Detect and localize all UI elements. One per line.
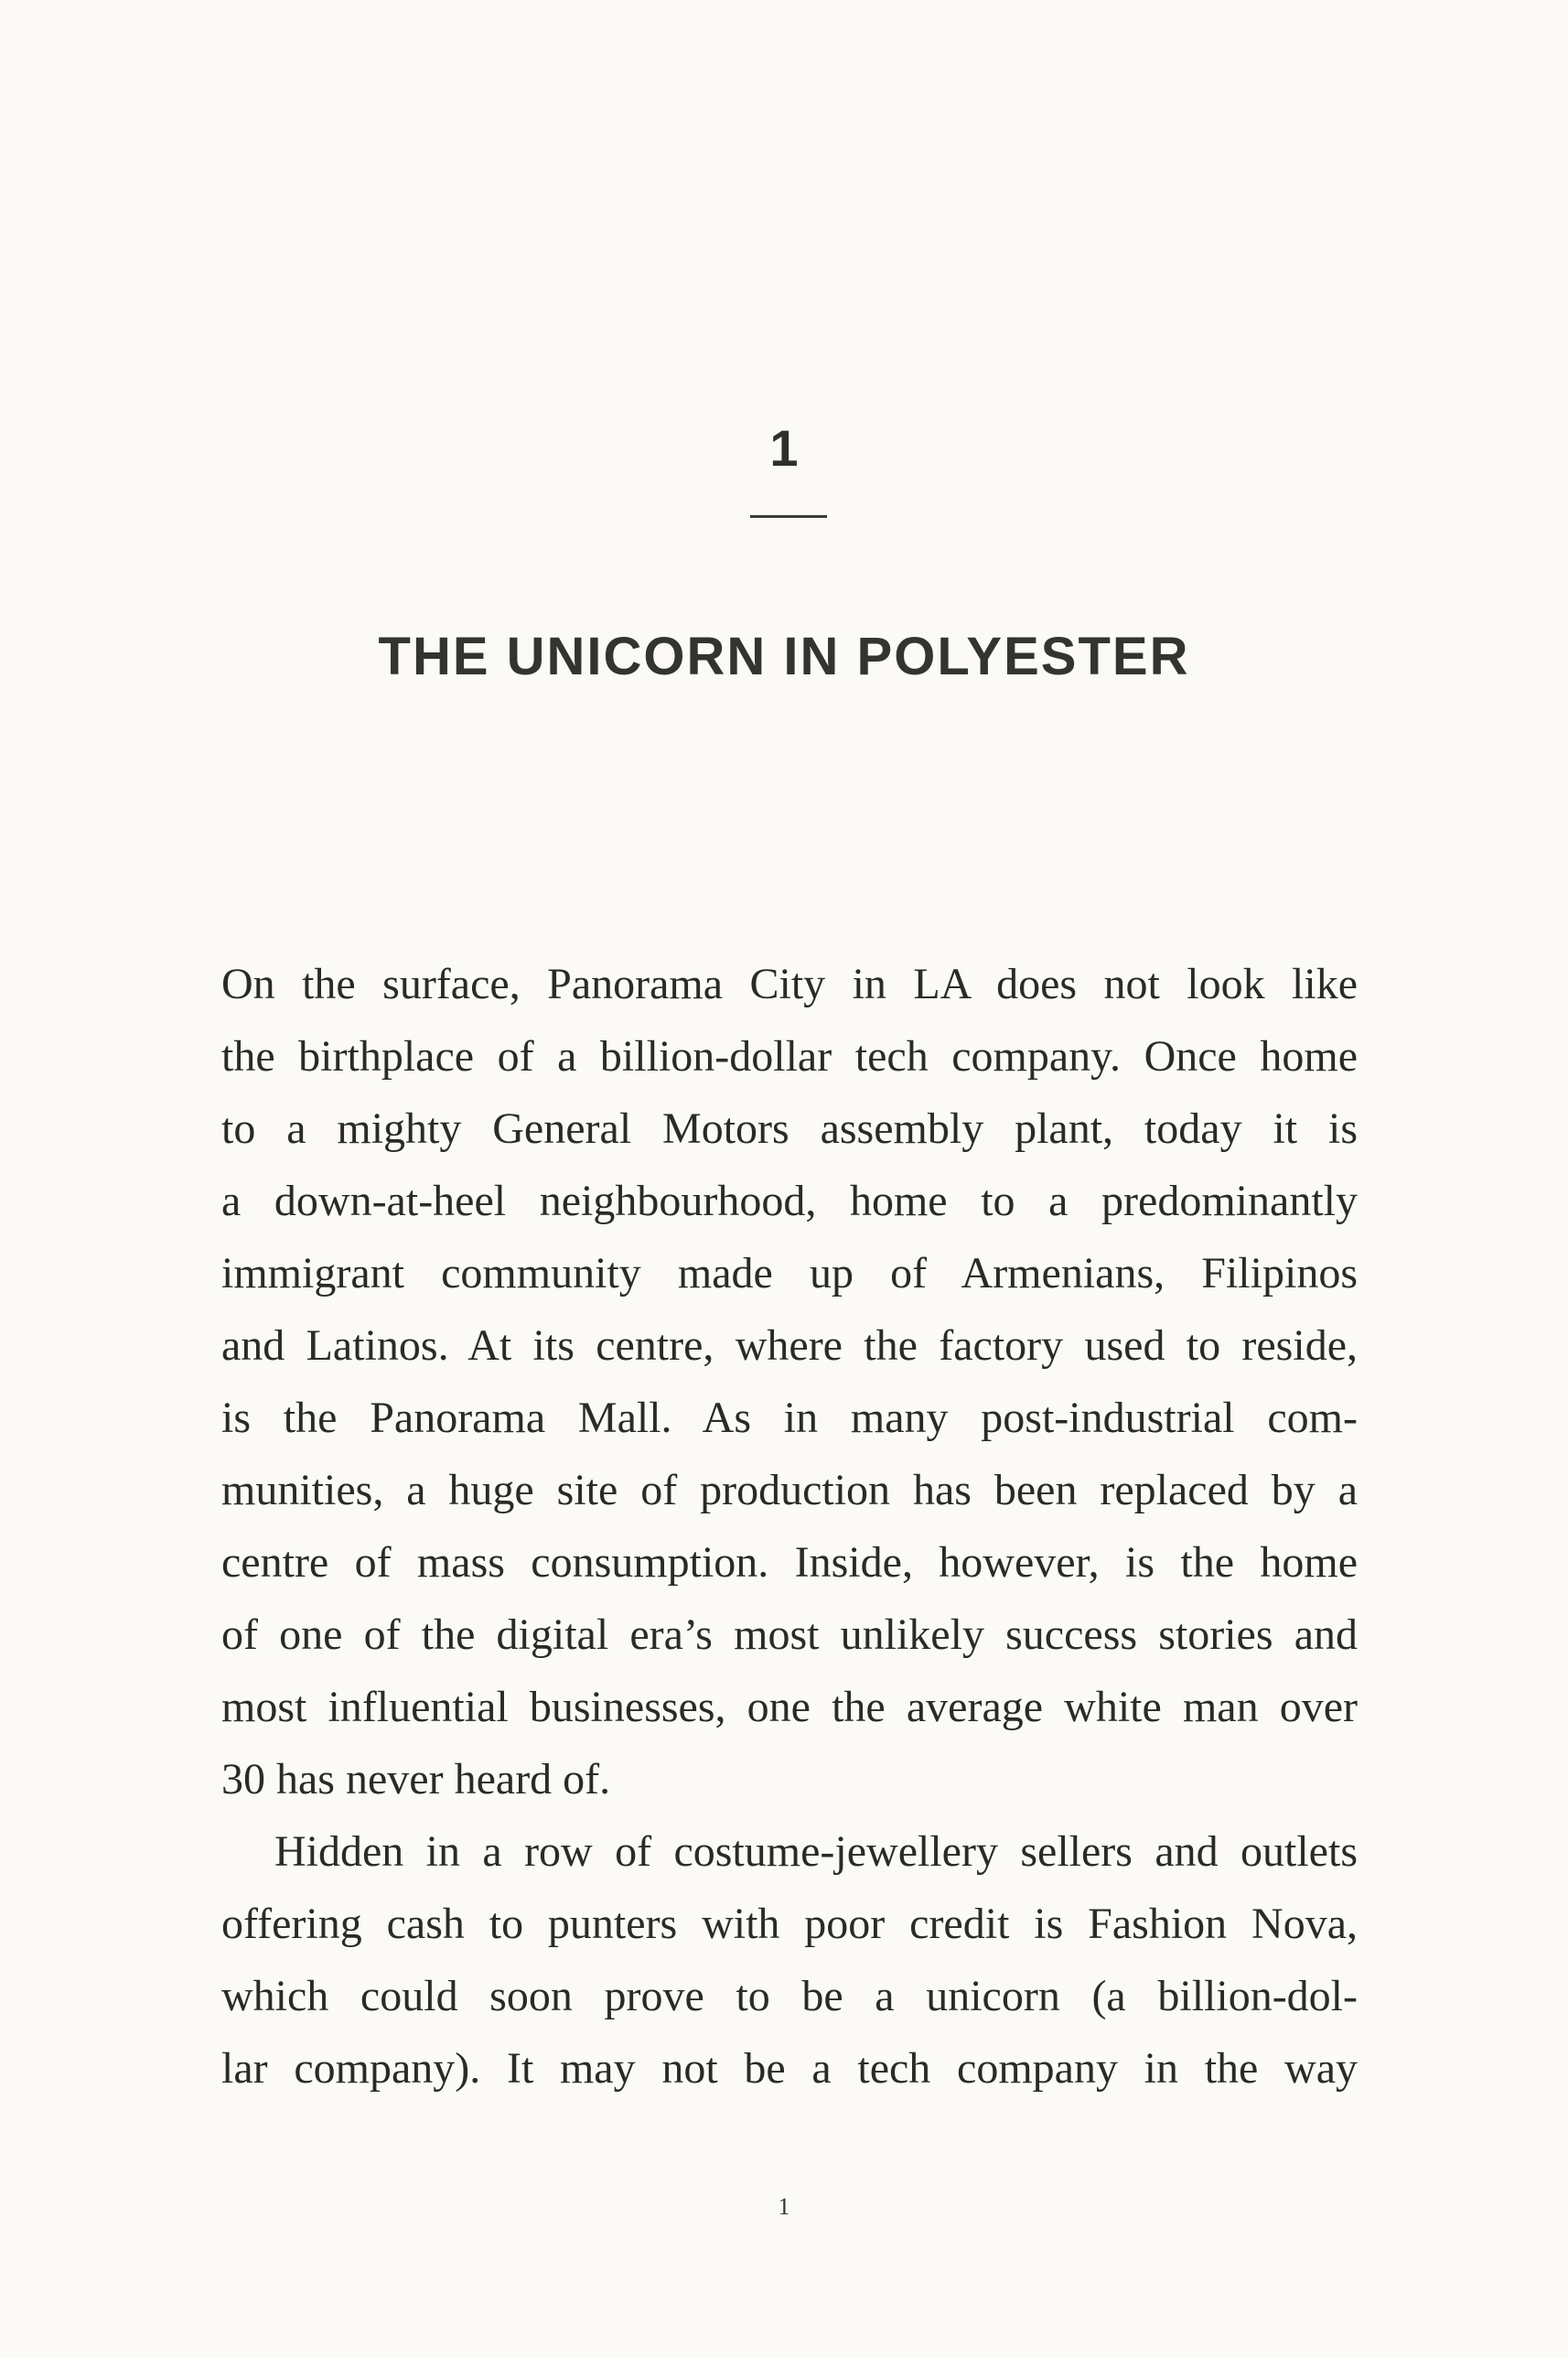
- text-line: offering cash to punters with poor credit is Fashion Nova,: [221, 1900, 1358, 1948]
- text-line: most influential businesses, one the average white man over: [221, 1683, 1358, 1731]
- paragraph-1: [221, 948, 1358, 1815]
- text-line: a down-at-heel neighbourhood, home to a predominantly: [221, 1177, 1358, 1225]
- text-line: Hidden in a row of costume-jewellery sellers and outlets: [274, 1827, 1358, 1876]
- chapter-number: 1: [769, 419, 799, 477]
- text-line: 30 has never heard of.: [221, 1755, 611, 1803]
- text-line: to a mighty General Motors assembly plant, today it is: [221, 1104, 1358, 1153]
- text-line: and Latinos. At its centre, where the factory used to reside,: [221, 1321, 1358, 1370]
- text-line: immigrant community made up of Armenians, Filipinos: [221, 1249, 1358, 1297]
- chapter-rule: [750, 515, 827, 518]
- text-line: of one of the digital era’s most unlikely success stories and: [221, 1610, 1358, 1659]
- body-text: [221, 948, 1358, 2105]
- text-line: lar company). It may not be a tech company in the way: [221, 2044, 1358, 2093]
- text-line: munities, a huge site of production has been replaced by a: [221, 1466, 1358, 1514]
- text-line: which could soon prove to be a unicorn (a billion-dol-: [221, 1972, 1358, 2020]
- text-line: the birthplace of a billion-dollar tech company. Once home: [221, 1032, 1358, 1081]
- chapter-title: THE UNICORN IN POLYESTER: [378, 627, 1190, 686]
- text-line: is the Panorama Mall. As in many post-industrial com-: [221, 1394, 1358, 1442]
- text-line: centre of mass consumption. Inside, however, is the home: [221, 1538, 1358, 1587]
- paragraph-2: [221, 1815, 1358, 2105]
- page-number: 1: [778, 2193, 790, 2220]
- text-line: On the surface, Panorama City in LA does not look like: [221, 960, 1358, 1008]
